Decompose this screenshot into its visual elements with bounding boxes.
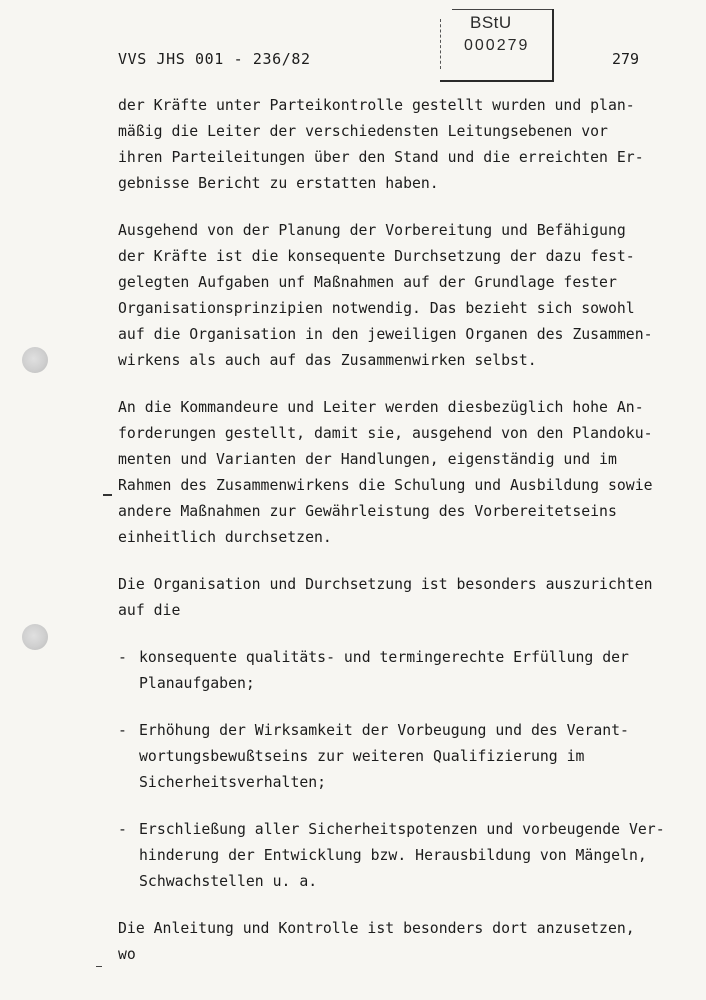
stamp-agency: BStU [470,13,512,32]
list-item [118,718,678,796]
text-line: Planaufgaben; [139,675,255,692]
text-line: forderungen gestellt, damit sie, ausgehend von den Plandoku- [118,425,653,442]
text-line: Schwachstellen u. a. [139,873,318,890]
text-line: An die Kommandeure und Leiter werden diesbezüglich hohe An- [118,399,644,416]
paragraph-3 [118,395,678,551]
list-item [118,645,678,697]
text-line: einheitlich durchsetzen. [118,529,332,546]
text-line: Ausgehend von der Planung der Vorbereitung und Befähigung [118,222,626,239]
paragraph-2 [118,218,678,374]
paragraph-4 [118,572,678,624]
margin-mark [103,494,112,496]
text-line: wo [118,946,136,963]
text-line: ihren Parteileitungen über den Stand und die erreichten Er- [118,149,644,166]
document-body [118,93,678,989]
text-line: gelegten Aufgaben unf Maßnahmen auf der Grundlage fester [118,274,617,291]
text-line: Rahmen des Zusammenwirkens die Schulung und Ausbildung sowie [118,477,653,494]
punch-hole-bottom [22,624,48,650]
document-reference: VVS JHS 001 - 236/82 [118,50,311,68]
text-line: wirkens als auch auf das Zusammenwirken selbst. [118,352,537,369]
text-line: auf die Organisation in den jeweiligen Organen des Zusammen- [118,326,653,343]
text-line: Die Anleitung und Kontrolle ist besonders dort anzusetzen, [118,920,635,937]
text-line: Sicherheitsverhalten; [139,774,327,791]
text-line: gebnisse Bericht zu erstatten haben. [118,175,439,192]
text-line: hinderung der Entwicklung bzw. Herausbildung von Mängeln, [139,847,647,864]
stamp-serial-number: 000279 [464,37,530,54]
text-line: wortungsbewußtseins zur weiteren Qualifizierung im [139,748,585,765]
archive-stamp [440,9,554,82]
text-line: Erhöhung der Wirksamkeit der Vorbeugung und des Verant- [139,722,629,739]
paragraph-1 [118,93,678,197]
margin-tick [96,966,102,967]
text-line: menten und Varianten der Handlungen, eigenständig und im [118,451,617,468]
list-item [118,817,678,895]
page-number: 279 [612,50,640,68]
paragraph-5 [118,916,678,968]
text-line: mäßig die Leiter der verschiedensten Leitungsebenen vor [118,123,608,140]
text-line: der Kräfte unter Parteikontrolle gestellt wurden und plan- [118,97,635,114]
text-line: Die Organisation und Durchsetzung ist besonders auszurichten [118,576,653,593]
text-line: andere Maßnahmen zur Gewährleistung des Vorbereitetseins [118,503,617,520]
text-line: konsequente qualitäts- und termingerechte Erfüllung der [139,649,629,666]
list-bullet: - [118,722,127,739]
text-line: Erschließung aller Sicherheitspotenzen und vorbeugende Ver- [139,821,665,838]
text-line: der Kräfte ist die konsequente Durchsetzung der dazu fest- [118,248,635,265]
text-line: Organisationsprinzipien notwendig. Das bezieht sich sowohl [118,300,635,317]
punch-hole-top [22,347,48,373]
list-bullet: - [118,821,127,838]
text-line: auf die [118,602,181,619]
list-bullet: - [118,649,127,666]
